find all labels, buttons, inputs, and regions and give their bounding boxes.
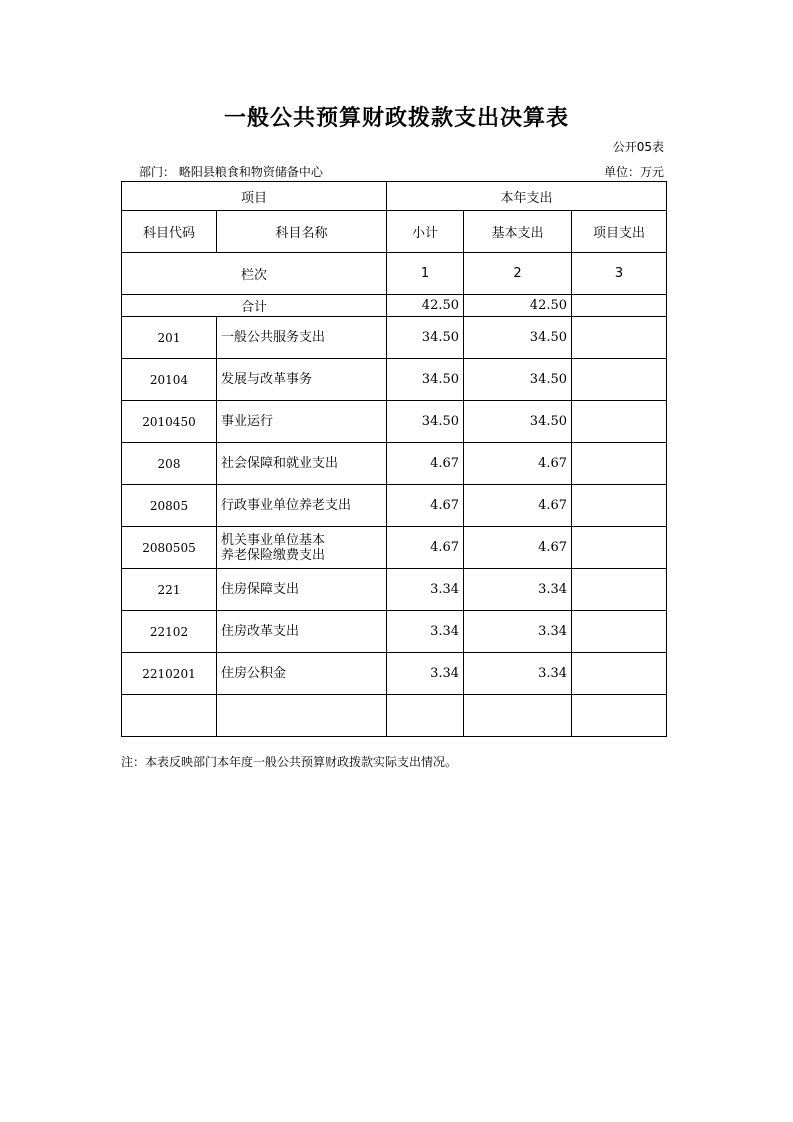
- total-row: [122, 295, 667, 317]
- empty-cell: [464, 695, 572, 737]
- row-subtotal: 3.34: [387, 569, 464, 611]
- row-name: 社会保障和就业支出: [217, 443, 387, 485]
- row-subtotal: 34.50: [387, 401, 464, 443]
- row-subtotal: 3.34: [387, 611, 464, 653]
- row-name: 事业运行: [217, 401, 387, 443]
- row-project: [572, 611, 667, 653]
- row-subtotal: 34.50: [387, 359, 464, 401]
- table-row: [122, 611, 667, 653]
- empty-cell: [572, 695, 667, 737]
- row-basic: 3.34: [464, 569, 572, 611]
- row-code: 22102: [122, 611, 217, 653]
- row-basic: 34.50: [464, 401, 572, 443]
- row-name: 住房改革支出: [217, 611, 387, 653]
- row-code: 2210201: [122, 653, 217, 695]
- row-name: [217, 527, 387, 569]
- row-basic: 4.67: [464, 485, 572, 527]
- column-order-2: 2: [464, 253, 572, 295]
- row-project: [572, 569, 667, 611]
- row-basic: 34.50: [464, 317, 572, 359]
- row-name-line-2: 养老保险缴费支出: [221, 547, 326, 563]
- row-project: [572, 485, 667, 527]
- column-order-label: 栏次: [122, 253, 387, 295]
- row-subtotal: 4.67: [387, 527, 464, 569]
- row-name: 发展与改革事务: [217, 359, 387, 401]
- row-basic: 4.67: [464, 527, 572, 569]
- row-project: [572, 359, 667, 401]
- row-project: [572, 401, 667, 443]
- header-code: 科目代码: [122, 211, 217, 253]
- empty-cell: [387, 695, 464, 737]
- total-basic: 42.50: [464, 295, 572, 317]
- row-project: [572, 443, 667, 485]
- table-row: [122, 443, 667, 485]
- row-basic: 34.50: [464, 359, 572, 401]
- total-subtotal: 42.50: [387, 295, 464, 317]
- row-code: 2010450: [122, 401, 217, 443]
- column-order-3: 3: [572, 253, 667, 295]
- header-name: 科目名称: [217, 211, 387, 253]
- row-code: 2080505: [122, 527, 217, 569]
- row-code: 208: [122, 443, 217, 485]
- row-subtotal: 3.34: [387, 653, 464, 695]
- row-name: 一般公共服务支出: [217, 317, 387, 359]
- table-row: [122, 401, 667, 443]
- total-project: [572, 295, 667, 317]
- row-subtotal: 34.50: [387, 317, 464, 359]
- document-title: 一般公共预算财政拨款支出决算表: [223, 106, 569, 131]
- row-code: 201: [122, 317, 217, 359]
- row-basic: 4.67: [464, 443, 572, 485]
- header-basic: 基本支出: [464, 211, 572, 253]
- column-order-row: [122, 253, 667, 295]
- header-row-2: [122, 211, 667, 253]
- department-label: 部门： 略阳县粮食和物资储备中心: [139, 165, 323, 179]
- header-project: 项目: [122, 182, 387, 211]
- table-row: [122, 569, 667, 611]
- table-row: [122, 527, 667, 569]
- row-basic: 3.34: [464, 611, 572, 653]
- header-subtotal: 小计: [387, 211, 464, 253]
- empty-cell: [122, 695, 217, 737]
- table-row: [122, 485, 667, 527]
- row-code: 20104: [122, 359, 217, 401]
- row-name: 行政事业单位养老支出: [217, 485, 387, 527]
- row-name: 住房公积金: [217, 653, 387, 695]
- row-project: [572, 527, 667, 569]
- table-row: [122, 317, 667, 359]
- empty-cell: [217, 695, 387, 737]
- row-project: [572, 317, 667, 359]
- row-project: [572, 653, 667, 695]
- empty-row: [122, 695, 667, 737]
- header-annual-expenditure: 本年支出: [387, 182, 667, 211]
- expenditure-table: [121, 181, 667, 737]
- row-subtotal: 4.67: [387, 443, 464, 485]
- unit-label: 单位：万元: [603, 165, 664, 179]
- row-basic: 3.34: [464, 653, 572, 695]
- header-row-1: [122, 182, 667, 211]
- footnote: 注：本表反映部门本年度一般公共预算财政拨款实际支出情况。: [121, 755, 458, 769]
- column-order-1: 1: [387, 253, 464, 295]
- table-row: [122, 359, 667, 401]
- row-code: 20805: [122, 485, 217, 527]
- form-code: 公开05表: [612, 140, 664, 154]
- table-row: [122, 653, 667, 695]
- header-project-exp: 项目支出: [572, 211, 667, 253]
- row-code: 221: [122, 569, 217, 611]
- row-subtotal: 4.67: [387, 485, 464, 527]
- total-label: 合计: [122, 295, 387, 317]
- row-name-line-1: 机关事业单位基本: [221, 532, 326, 548]
- row-name: 住房保障支出: [217, 569, 387, 611]
